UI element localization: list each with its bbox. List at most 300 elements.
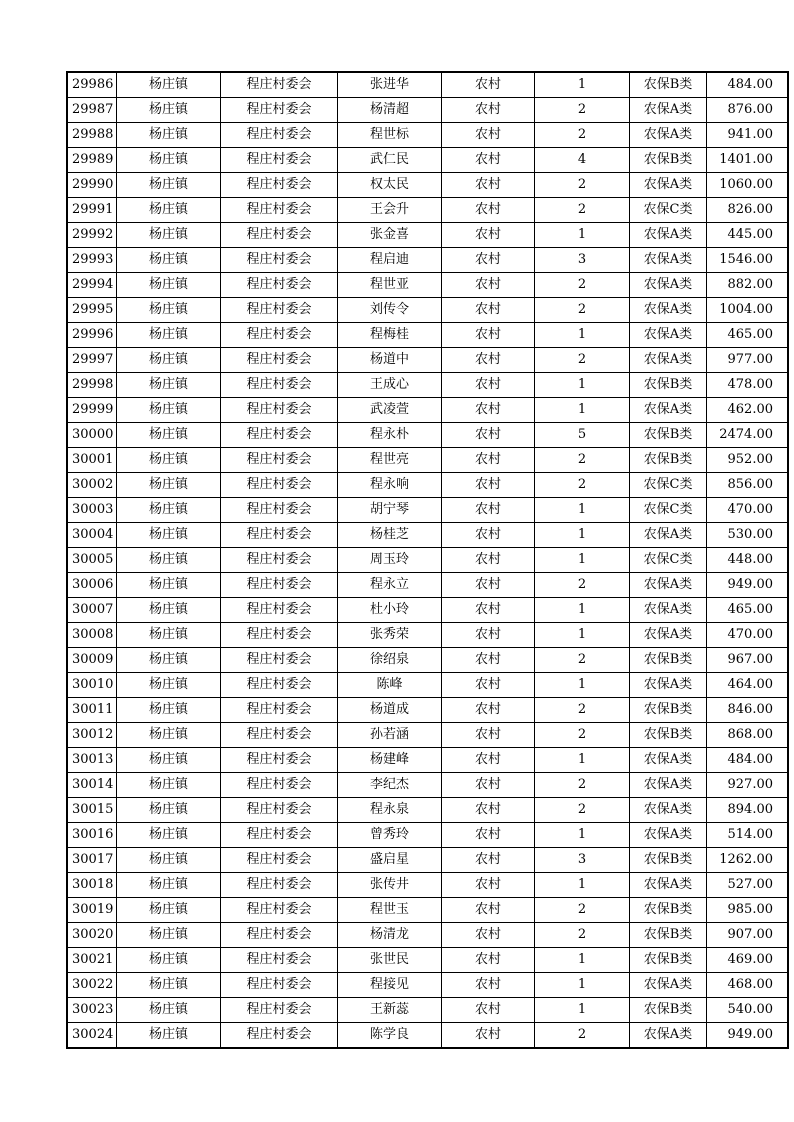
category-cell: 农保B类 [630, 72, 707, 98]
category-cell: 农保B类 [630, 373, 707, 398]
village-committee-cell: 程庄村委会 [221, 123, 338, 148]
household-count-cell: 1 [535, 823, 630, 848]
record-id-cell: 29986 [67, 72, 117, 98]
record-id-cell: 29988 [67, 123, 117, 148]
residence-type-cell: 农村 [442, 873, 535, 898]
village-committee-cell: 程庄村委会 [221, 1023, 338, 1049]
record-id-cell: 30000 [67, 423, 117, 448]
table-row [67, 948, 788, 973]
household-count-cell: 2 [535, 173, 630, 198]
residence-type-cell: 农村 [442, 373, 535, 398]
category-cell: 农保A类 [630, 598, 707, 623]
record-id-cell: 29987 [67, 98, 117, 123]
record-id-cell: 30001 [67, 448, 117, 473]
residence-type-cell: 农村 [442, 98, 535, 123]
town-cell: 杨庄镇 [117, 773, 221, 798]
amount-cell: 868.00 [707, 723, 789, 748]
name-cell: 曾秀玲 [338, 823, 442, 848]
table-row [67, 348, 788, 373]
village-committee-cell: 程庄村委会 [221, 648, 338, 673]
table-row [67, 923, 788, 948]
town-cell: 杨庄镇 [117, 523, 221, 548]
table-row [67, 423, 788, 448]
household-count-cell: 4 [535, 148, 630, 173]
amount-cell: 907.00 [707, 923, 789, 948]
village-committee-cell: 程庄村委会 [221, 448, 338, 473]
household-count-cell: 3 [535, 248, 630, 273]
town-cell: 杨庄镇 [117, 598, 221, 623]
household-count-cell: 3 [535, 848, 630, 873]
table-row [67, 823, 788, 848]
record-id-cell: 30010 [67, 673, 117, 698]
village-committee-cell: 程庄村委会 [221, 548, 338, 573]
table-row [67, 748, 788, 773]
town-cell: 杨庄镇 [117, 248, 221, 273]
category-cell: 农保A类 [630, 323, 707, 348]
town-cell: 杨庄镇 [117, 673, 221, 698]
table-row [67, 723, 788, 748]
category-cell: 农保A类 [630, 748, 707, 773]
category-cell: 农保C类 [630, 198, 707, 223]
amount-cell: 1401.00 [707, 148, 789, 173]
category-cell: 农保B类 [630, 898, 707, 923]
household-count-cell: 1 [535, 998, 630, 1023]
record-id-cell: 30020 [67, 923, 117, 948]
record-id-cell: 30015 [67, 798, 117, 823]
residence-type-cell: 农村 [442, 248, 535, 273]
table-row [67, 898, 788, 923]
village-committee-cell: 程庄村委会 [221, 148, 338, 173]
category-cell: 农保A类 [630, 173, 707, 198]
table-row [67, 473, 788, 498]
town-cell: 杨庄镇 [117, 498, 221, 523]
record-id-cell: 29994 [67, 273, 117, 298]
village-committee-cell: 程庄村委会 [221, 523, 338, 548]
town-cell: 杨庄镇 [117, 848, 221, 873]
name-cell: 张进华 [338, 72, 442, 98]
residence-type-cell: 农村 [442, 473, 535, 498]
category-cell: 农保A类 [630, 798, 707, 823]
name-cell: 张秀荣 [338, 623, 442, 648]
household-count-cell: 2 [535, 923, 630, 948]
record-id-cell: 30016 [67, 823, 117, 848]
household-count-cell: 2 [535, 98, 630, 123]
residence-type-cell: 农村 [442, 623, 535, 648]
name-cell: 杨道中 [338, 348, 442, 373]
town-cell: 杨庄镇 [117, 923, 221, 948]
residence-type-cell: 农村 [442, 523, 535, 548]
town-cell: 杨庄镇 [117, 898, 221, 923]
amount-cell: 464.00 [707, 673, 789, 698]
household-count-cell: 2 [535, 573, 630, 598]
household-count-cell: 5 [535, 423, 630, 448]
category-cell: 农保B类 [630, 998, 707, 1023]
household-count-cell: 1 [535, 673, 630, 698]
category-cell: 农保A类 [630, 823, 707, 848]
village-committee-cell: 程庄村委会 [221, 923, 338, 948]
record-id-cell: 30018 [67, 873, 117, 898]
residence-type-cell: 农村 [442, 498, 535, 523]
village-committee-cell: 程庄村委会 [221, 223, 338, 248]
amount-cell: 470.00 [707, 498, 789, 523]
residence-type-cell: 农村 [442, 848, 535, 873]
record-id-cell: 29989 [67, 148, 117, 173]
village-committee-cell: 程庄村委会 [221, 373, 338, 398]
town-cell: 杨庄镇 [117, 98, 221, 123]
name-cell: 程世标 [338, 123, 442, 148]
residence-type-cell: 农村 [442, 798, 535, 823]
amount-cell: 1060.00 [707, 173, 789, 198]
village-committee-cell: 程庄村委会 [221, 773, 338, 798]
name-cell: 盛启星 [338, 848, 442, 873]
name-cell: 李纪杰 [338, 773, 442, 798]
record-id-cell: 30022 [67, 973, 117, 998]
village-committee-cell: 程庄村委会 [221, 873, 338, 898]
town-cell: 杨庄镇 [117, 748, 221, 773]
amount-cell: 967.00 [707, 648, 789, 673]
name-cell: 徐绍泉 [338, 648, 442, 673]
household-count-cell: 1 [535, 323, 630, 348]
residence-type-cell: 农村 [442, 573, 535, 598]
town-cell: 杨庄镇 [117, 148, 221, 173]
record-id-cell: 30006 [67, 573, 117, 598]
table-row [67, 998, 788, 1023]
amount-cell: 949.00 [707, 573, 789, 598]
amount-cell: 484.00 [707, 72, 789, 98]
table-row [67, 123, 788, 148]
name-cell: 杨建峰 [338, 748, 442, 773]
village-committee-cell: 程庄村委会 [221, 998, 338, 1023]
residence-type-cell: 农村 [442, 223, 535, 248]
category-cell: 农保B类 [630, 848, 707, 873]
category-cell: 农保A类 [630, 298, 707, 323]
village-committee-cell: 程庄村委会 [221, 748, 338, 773]
town-cell: 杨庄镇 [117, 373, 221, 398]
name-cell: 程永立 [338, 573, 442, 598]
village-committee-cell: 程庄村委会 [221, 298, 338, 323]
residence-type-cell: 农村 [442, 148, 535, 173]
name-cell: 杨清龙 [338, 923, 442, 948]
residence-type-cell: 农村 [442, 173, 535, 198]
town-cell: 杨庄镇 [117, 72, 221, 98]
name-cell: 陈学良 [338, 1023, 442, 1049]
residence-type-cell: 农村 [442, 398, 535, 423]
town-cell: 杨庄镇 [117, 648, 221, 673]
record-id-cell: 30009 [67, 648, 117, 673]
amount-cell: 941.00 [707, 123, 789, 148]
category-cell: 农保B类 [630, 148, 707, 173]
residence-type-cell: 农村 [442, 773, 535, 798]
category-cell: 农保A类 [630, 623, 707, 648]
residence-type-cell: 农村 [442, 198, 535, 223]
record-id-cell: 30024 [67, 1023, 117, 1049]
household-count-cell: 2 [535, 298, 630, 323]
village-committee-cell: 程庄村委会 [221, 473, 338, 498]
amount-cell: 462.00 [707, 398, 789, 423]
record-id-cell: 29992 [67, 223, 117, 248]
household-count-cell: 2 [535, 448, 630, 473]
village-committee-cell: 程庄村委会 [221, 798, 338, 823]
village-committee-cell: 程庄村委会 [221, 823, 338, 848]
residence-type-cell: 农村 [442, 723, 535, 748]
amount-cell: 826.00 [707, 198, 789, 223]
residence-type-cell: 农村 [442, 1023, 535, 1049]
table-row [67, 373, 788, 398]
amount-cell: 465.00 [707, 598, 789, 623]
category-cell: 农保A类 [630, 223, 707, 248]
table-row [67, 698, 788, 723]
residence-type-cell: 农村 [442, 448, 535, 473]
residence-type-cell: 农村 [442, 923, 535, 948]
category-cell: 农保A类 [630, 523, 707, 548]
record-id-cell: 30012 [67, 723, 117, 748]
amount-cell: 514.00 [707, 823, 789, 848]
town-cell: 杨庄镇 [117, 798, 221, 823]
amount-cell: 894.00 [707, 798, 789, 823]
table-row [67, 648, 788, 673]
category-cell: 农保A类 [630, 673, 707, 698]
amount-cell: 478.00 [707, 373, 789, 398]
amount-cell: 484.00 [707, 748, 789, 773]
amount-cell: 882.00 [707, 273, 789, 298]
name-cell: 程永响 [338, 473, 442, 498]
household-count-cell: 1 [535, 398, 630, 423]
town-cell: 杨庄镇 [117, 298, 221, 323]
record-id-cell: 30008 [67, 623, 117, 648]
amount-cell: 469.00 [707, 948, 789, 973]
residence-type-cell: 农村 [442, 598, 535, 623]
name-cell: 陈峰 [338, 673, 442, 698]
village-committee-cell: 程庄村委会 [221, 198, 338, 223]
record-id-cell: 30014 [67, 773, 117, 798]
record-id-cell: 30007 [67, 598, 117, 623]
table-row [67, 523, 788, 548]
table-row [67, 573, 788, 598]
name-cell: 王新蕊 [338, 998, 442, 1023]
village-committee-cell: 程庄村委会 [221, 98, 338, 123]
village-committee-cell: 程庄村委会 [221, 673, 338, 698]
household-count-cell: 2 [535, 698, 630, 723]
household-count-cell: 1 [535, 973, 630, 998]
residence-type-cell: 农村 [442, 748, 535, 773]
amount-cell: 985.00 [707, 898, 789, 923]
data-table [66, 71, 789, 1049]
household-count-cell: 1 [535, 373, 630, 398]
name-cell: 胡宁琴 [338, 498, 442, 523]
household-count-cell: 1 [535, 948, 630, 973]
table-row [67, 72, 788, 98]
category-cell: 农保A类 [630, 398, 707, 423]
name-cell: 武仁民 [338, 148, 442, 173]
category-cell: 农保A类 [630, 973, 707, 998]
name-cell: 杜小玲 [338, 598, 442, 623]
village-committee-cell: 程庄村委会 [221, 248, 338, 273]
table-row [67, 323, 788, 348]
category-cell: 农保A类 [630, 773, 707, 798]
record-id-cell: 30023 [67, 998, 117, 1023]
name-cell: 杨桂芝 [338, 523, 442, 548]
name-cell: 张金喜 [338, 223, 442, 248]
category-cell: 农保B类 [630, 948, 707, 973]
town-cell: 杨庄镇 [117, 323, 221, 348]
record-id-cell: 30003 [67, 498, 117, 523]
residence-type-cell: 农村 [442, 548, 535, 573]
household-count-cell: 1 [535, 72, 630, 98]
table-row [67, 398, 788, 423]
town-cell: 杨庄镇 [117, 1023, 221, 1049]
household-count-cell: 1 [535, 548, 630, 573]
record-id-cell: 30017 [67, 848, 117, 873]
village-committee-cell: 程庄村委会 [221, 348, 338, 373]
record-id-cell: 29990 [67, 173, 117, 198]
amount-cell: 856.00 [707, 473, 789, 498]
amount-cell: 540.00 [707, 998, 789, 1023]
name-cell: 武凌萱 [338, 398, 442, 423]
record-id-cell: 30005 [67, 548, 117, 573]
amount-cell: 445.00 [707, 223, 789, 248]
record-id-cell: 30013 [67, 748, 117, 773]
household-count-cell: 1 [535, 598, 630, 623]
village-committee-cell: 程庄村委会 [221, 398, 338, 423]
household-count-cell: 2 [535, 648, 630, 673]
household-count-cell: 1 [535, 748, 630, 773]
table-row [67, 798, 788, 823]
amount-cell: 876.00 [707, 98, 789, 123]
town-cell: 杨庄镇 [117, 573, 221, 598]
category-cell: 农保B类 [630, 448, 707, 473]
name-cell: 程梅桂 [338, 323, 442, 348]
record-id-cell: 29995 [67, 298, 117, 323]
town-cell: 杨庄镇 [117, 998, 221, 1023]
table-row [67, 623, 788, 648]
amount-cell: 1546.00 [707, 248, 789, 273]
town-cell: 杨庄镇 [117, 198, 221, 223]
name-cell: 程世玉 [338, 898, 442, 923]
residence-type-cell: 农村 [442, 648, 535, 673]
village-committee-cell: 程庄村委会 [221, 948, 338, 973]
household-count-cell: 1 [535, 223, 630, 248]
household-count-cell: 2 [535, 348, 630, 373]
household-count-cell: 2 [535, 723, 630, 748]
amount-cell: 527.00 [707, 873, 789, 898]
name-cell: 刘传令 [338, 298, 442, 323]
residence-type-cell: 农村 [442, 823, 535, 848]
amount-cell: 530.00 [707, 523, 789, 548]
category-cell: 农保A类 [630, 348, 707, 373]
record-id-cell: 29998 [67, 373, 117, 398]
name-cell: 程世亮 [338, 448, 442, 473]
town-cell: 杨庄镇 [117, 948, 221, 973]
table-body [67, 72, 788, 1048]
record-id-cell: 29999 [67, 398, 117, 423]
record-id-cell: 29993 [67, 248, 117, 273]
table-row [67, 848, 788, 873]
village-committee-cell: 程庄村委会 [221, 273, 338, 298]
town-cell: 杨庄镇 [117, 973, 221, 998]
name-cell: 周玉玲 [338, 548, 442, 573]
name-cell: 杨清超 [338, 98, 442, 123]
town-cell: 杨庄镇 [117, 123, 221, 148]
residence-type-cell: 农村 [442, 973, 535, 998]
village-committee-cell: 程庄村委会 [221, 698, 338, 723]
name-cell: 程接见 [338, 973, 442, 998]
household-count-cell: 2 [535, 773, 630, 798]
record-id-cell: 30002 [67, 473, 117, 498]
village-committee-cell: 程庄村委会 [221, 573, 338, 598]
category-cell: 农保A类 [630, 248, 707, 273]
table-row [67, 1023, 788, 1049]
table-row [67, 548, 788, 573]
residence-type-cell: 农村 [442, 698, 535, 723]
household-count-cell: 1 [535, 873, 630, 898]
table-row [67, 198, 788, 223]
residence-type-cell: 农村 [442, 348, 535, 373]
name-cell: 程永泉 [338, 798, 442, 823]
village-committee-cell: 程庄村委会 [221, 323, 338, 348]
town-cell: 杨庄镇 [117, 473, 221, 498]
amount-cell: 468.00 [707, 973, 789, 998]
household-count-cell: 1 [535, 623, 630, 648]
name-cell: 张世民 [338, 948, 442, 973]
table-row [67, 598, 788, 623]
village-committee-cell: 程庄村委会 [221, 623, 338, 648]
table-row [67, 298, 788, 323]
table-row [67, 673, 788, 698]
amount-cell: 977.00 [707, 348, 789, 373]
residence-type-cell: 农村 [442, 673, 535, 698]
record-id-cell: 30004 [67, 523, 117, 548]
amount-cell: 949.00 [707, 1023, 789, 1049]
record-id-cell: 30019 [67, 898, 117, 923]
category-cell: 农保A类 [630, 123, 707, 148]
residence-type-cell: 农村 [442, 898, 535, 923]
village-committee-cell: 程庄村委会 [221, 423, 338, 448]
record-id-cell: 30021 [67, 948, 117, 973]
category-cell: 农保B类 [630, 648, 707, 673]
town-cell: 杨庄镇 [117, 823, 221, 848]
name-cell: 杨道成 [338, 698, 442, 723]
town-cell: 杨庄镇 [117, 623, 221, 648]
town-cell: 杨庄镇 [117, 173, 221, 198]
residence-type-cell: 农村 [442, 423, 535, 448]
residence-type-cell: 农村 [442, 998, 535, 1023]
household-count-cell: 2 [535, 898, 630, 923]
record-id-cell: 29997 [67, 348, 117, 373]
name-cell: 王成心 [338, 373, 442, 398]
residence-type-cell: 农村 [442, 323, 535, 348]
table-row [67, 873, 788, 898]
name-cell: 张传井 [338, 873, 442, 898]
record-id-cell: 29991 [67, 198, 117, 223]
town-cell: 杨庄镇 [117, 348, 221, 373]
table-row [67, 248, 788, 273]
table-row [67, 973, 788, 998]
village-committee-cell: 程庄村委会 [221, 598, 338, 623]
table-row [67, 498, 788, 523]
name-cell: 权太民 [338, 173, 442, 198]
household-count-cell: 2 [535, 473, 630, 498]
town-cell: 杨庄镇 [117, 223, 221, 248]
name-cell: 程世亚 [338, 273, 442, 298]
household-count-cell: 1 [535, 523, 630, 548]
table-row [67, 98, 788, 123]
amount-cell: 2474.00 [707, 423, 789, 448]
household-count-cell: 1 [535, 498, 630, 523]
residence-type-cell: 农村 [442, 123, 535, 148]
category-cell: 农保A类 [630, 273, 707, 298]
amount-cell: 470.00 [707, 623, 789, 648]
category-cell: 农保A类 [630, 1023, 707, 1049]
